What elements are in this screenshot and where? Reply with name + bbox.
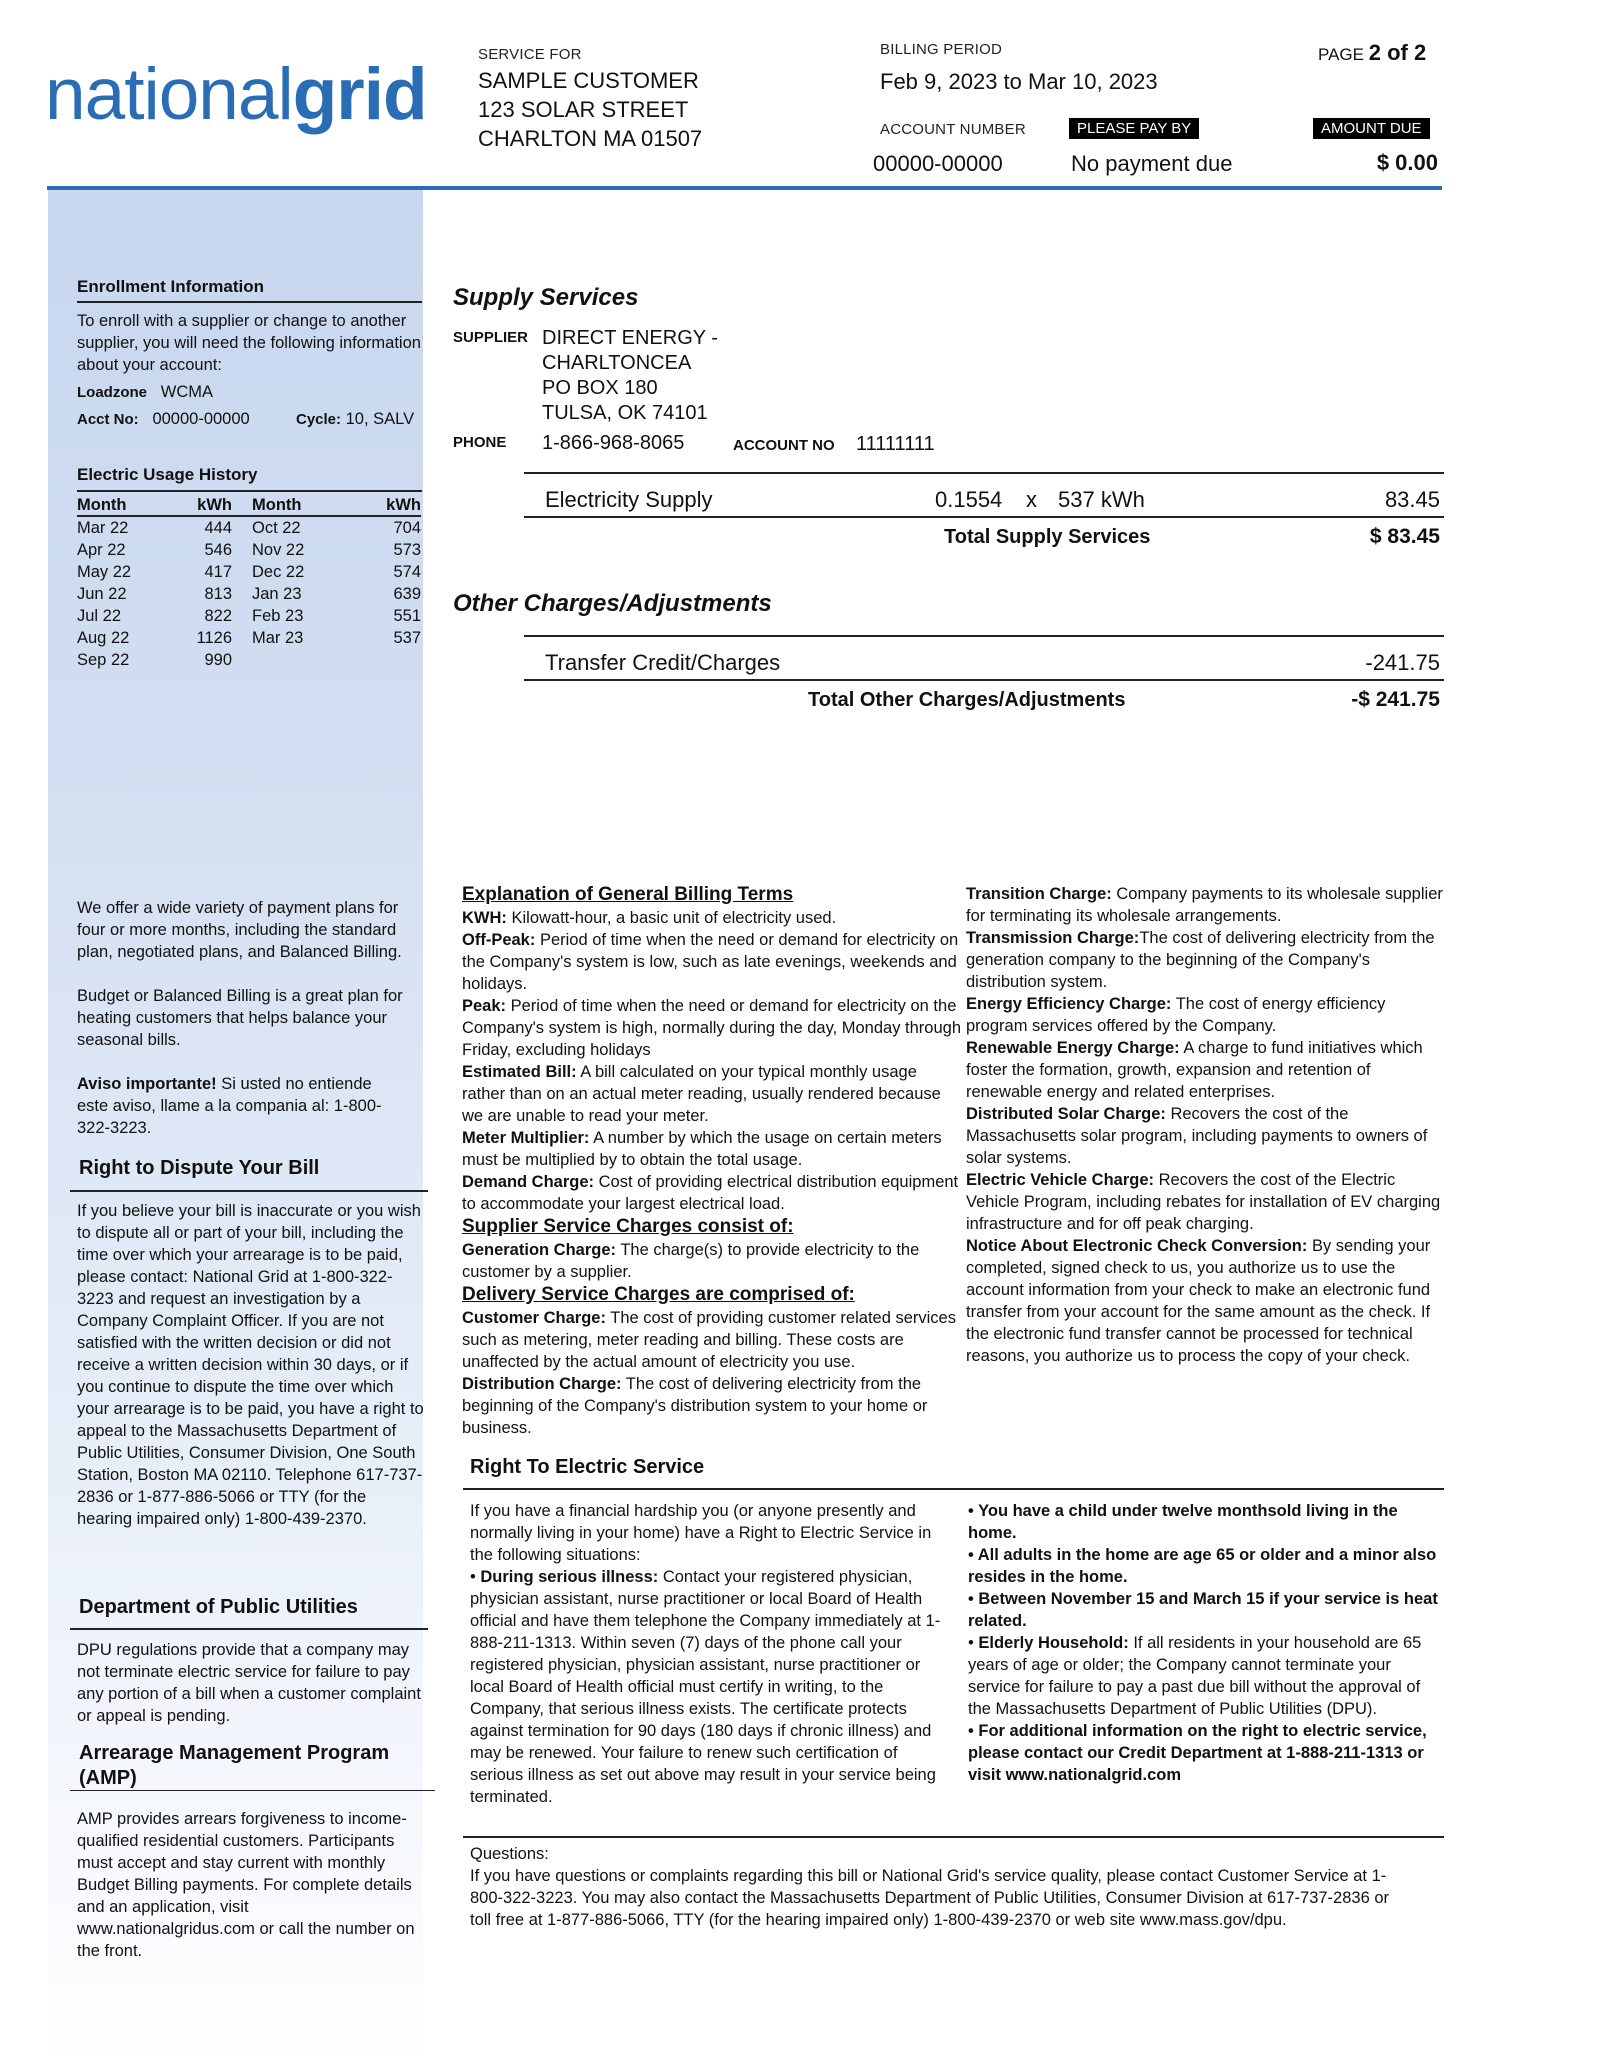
account-number-label: ACCOUNT NUMBER <box>880 121 1026 138</box>
loadzone-label: Loadzone <box>77 384 147 401</box>
usage-kwh: 573 <box>393 541 421 559</box>
aviso-importante <box>77 1073 407 1139</box>
usage-row <box>77 605 421 627</box>
service-for-label: SERVICE FOR <box>478 46 582 63</box>
usage-month: Apr 22 <box>77 541 126 559</box>
logo-text-bold: grid <box>292 54 427 135</box>
supplier-phone: 1-866-968-8065 <box>542 432 685 454</box>
usage-month: Sep 22 <box>77 651 130 669</box>
usage-col-month: Month <box>77 496 127 514</box>
acct-label: Acct No: <box>77 411 139 428</box>
loadzone-value: WCMA <box>160 383 214 401</box>
usage-row <box>77 539 421 561</box>
usage-month: Jul 22 <box>77 607 122 625</box>
delivery-charges-head: Delivery Service Charges are comprised of: <box>462 1284 855 1305</box>
child-item: • You have a child under twelve monthsold living in the home. <box>968 1502 1398 1542</box>
term-kwh: KWH: Kilowatt-hour, a basic unit of electricity used. <box>462 909 837 927</box>
transfer-credit-amount: -241.75 <box>1365 650 1440 675</box>
term-electric-vehicle: Electric Vehicle Charge: Recovers the cost of the Electric Vehicle Program, including rebates for installation of EV charging infrastructure and for off peak charging. <box>966 1171 1441 1233</box>
electricity-supply-rate: 0.1554 <box>935 487 1003 512</box>
total-other-value: -$ 241.75 <box>1351 688 1440 711</box>
usage-kwh: 417 <box>204 563 232 581</box>
usage-kwh: 444 <box>204 519 232 537</box>
dpu-title: Department of Public Utilities <box>79 1596 358 1618</box>
pay-by-tag: PLEASE PAY BY <box>1069 118 1199 139</box>
cycle <box>296 408 414 431</box>
questions-rule <box>463 1836 1444 1838</box>
usage-kwh: 1126 <box>196 629 232 647</box>
pay-by-value: No payment due <box>1071 151 1233 176</box>
term-electronic-check: Notice About Electronic Check Conversion: By sending your completed, signed check to us, you authorize us to use the account information from your check to make an electronic fund transfer from your account for the same amount as the check. If the electronic fund transfer cannot be processed for technical reasons, you authorize us to process the copy of your check. <box>966 1237 1431 1365</box>
usage-row <box>77 627 421 649</box>
usage-kwh: 990 <box>204 651 232 669</box>
phone-label: PHONE <box>453 434 507 451</box>
usage-month: Nov 22 <box>252 541 305 559</box>
cycle-value: 10, SALV <box>345 410 415 428</box>
usage-history-title: Electric Usage History <box>77 465 258 484</box>
usage-kwh: 813 <box>204 585 232 603</box>
usage-title-divider <box>77 490 422 492</box>
questions-section <box>470 1843 1410 1931</box>
usage-kwh <box>331 649 421 671</box>
customer-street: 123 SOLAR STREET <box>478 97 689 122</box>
budget-billing-text: Budget or Balanced Billing is a great plan for heating customers that helps balance your seasonal bills. <box>77 987 403 1049</box>
usage-month: Mar 22 <box>77 519 129 537</box>
other-charges-title: Other Charges/Adjustments <box>453 590 772 617</box>
acct-value: 00000-00000 <box>152 410 250 428</box>
usage-row <box>77 583 421 605</box>
other-mid-rule <box>524 679 1444 681</box>
usage-month: Jun 22 <box>77 585 127 603</box>
usage-kwh: 551 <box>393 607 421 625</box>
term-peak: Peak: Period of time when the need or demand for electricity on the Company's system is high, normally during the day, Monday through Friday, excluding holidays <box>462 997 962 1059</box>
supply-services-title: Supply Services <box>453 284 639 311</box>
enrollment-title: Enrollment Information <box>77 277 264 296</box>
term-transmission-charge: Transmission Charge:The cost of delivering electricity from the generation company to the beginning of the Company's distribution system. <box>966 929 1435 991</box>
page-label: PAGE <box>1318 45 1364 64</box>
national-grid-logo <box>45 54 427 135</box>
usage-col-month: Month <box>252 496 302 514</box>
term-renewable-energy: Renewable Energy Charge: A charge to fund initiatives which foster the formation, growth, expansion and retention of renewable energy and related enterprises. <box>966 1039 1423 1101</box>
supplier-label: SUPPLIER <box>453 329 529 346</box>
supplier-address <box>542 326 718 426</box>
supplier-account-value: 11111111 <box>856 433 935 455</box>
adults-item: • All adults in the home are age 65 or older and a minor also resides in the home. <box>968 1546 1437 1586</box>
usage-month: Jan 23 <box>252 585 302 603</box>
usage-month <box>232 649 331 671</box>
supplier-line: CHARLTONCEA <box>542 352 692 374</box>
acct-no <box>77 408 250 431</box>
total-supply-value: $ 83.45 <box>1369 525 1440 548</box>
enrollment-divider <box>77 301 422 303</box>
page-value: 2 of 2 <box>1368 40 1427 65</box>
additional-info-item: • For additional information on the right to electric service, please contact our Credit Department at 1-888-211-1313 or visit www.nationalgrid.com <box>968 1722 1427 1784</box>
right-to-service-rule <box>463 1488 1444 1490</box>
usage-month: Mar 23 <box>252 629 304 647</box>
usage-kwh: 704 <box>393 519 421 537</box>
payment-plans-text: We offer a wide variety of payment plans for four or more months, including the standard plan, negotiated plans, and Balanced Billing. <box>77 899 402 961</box>
logo-text-light: national <box>45 54 293 135</box>
usage-kwh: 546 <box>204 541 232 559</box>
other-top-rule <box>524 635 1444 637</box>
customer-name: SAMPLE CUSTOMER <box>478 68 699 93</box>
supply-top-rule <box>524 472 1444 474</box>
amount-due-value: $ 0.00 <box>1376 150 1438 175</box>
term-customer-charge: Customer Charge: The cost of providing customer related services such as metering, meter reading and billing. These costs are unaffected by the actual amount of electricity you use. <box>462 1309 956 1371</box>
supply-mid-rule <box>524 516 1444 518</box>
usage-header-row <box>77 494 421 516</box>
heat-item: • Between November 15 and March 15 if your service is heat related. <box>968 1590 1438 1630</box>
usage-month: May 22 <box>77 563 132 581</box>
usage-month: Oct 22 <box>252 519 301 537</box>
supplier-line: PO BOX 180 <box>542 377 658 399</box>
service-address <box>478 66 702 153</box>
total-supply-label: Total Supply Services <box>944 526 1151 548</box>
usage-kwh: 574 <box>393 563 421 581</box>
term-estimated-bill: Estimated Bill: A bill calculated on your typical monthly usage rather than on an actual meter reading, usually rendered because we are unable to read your meter. <box>462 1063 941 1125</box>
usage-col-kwh: kWh <box>197 496 232 514</box>
amp-title: Arrearage Management Program (AMP) <box>79 1742 390 1789</box>
usage-month: Aug 22 <box>77 629 130 647</box>
supplier-charges-head: Supplier Service Charges consist of: <box>462 1216 794 1237</box>
serious-illness-item: • During serious illness: Contact your registered physician, physician assistant, nurse practitioner or local Board of Health official and have them telephone the Company immediately at 1-888-211-1313. Within seven (7) days of the phone call your registered physician, physician assistant, nurse practitioner or local Board of Health official must certify in writing, to the Company, that serious illness exists. The certificate protects against termination for 90 days (180 days if chronic illness) and may be renewed. Your failure to renew such certification of serious illness as set out above may result in your service being terminated. <box>470 1568 941 1806</box>
usage-row <box>77 649 421 671</box>
service-intro: If you have a financial hardship you (or anyone presently and normally living in your home) have a Right to Electric Service in the following situations: <box>470 1502 932 1564</box>
enrollment-text: To enroll with a supplier or change to another supplier, you will need the following information about your account: <box>77 312 421 374</box>
loadzone <box>77 381 213 404</box>
billing-period-label: BILLING PERIOD <box>880 41 1003 58</box>
usage-history-table <box>77 494 421 671</box>
usage-month: Dec 22 <box>252 563 305 581</box>
usage-kwh: 822 <box>204 607 232 625</box>
elderly-item: • Elderly Household: If all residents in your household are 65 years of age or older; the Company cannot terminate your service for failure to pay a past due bill without the approval of the Massachusetts Department of Public Utilities (DPU). <box>968 1634 1422 1718</box>
dpu-divider <box>70 1628 428 1630</box>
dispute-title: Right to Dispute Your Bill <box>79 1157 320 1179</box>
electricity-supply-amount: 83.45 <box>1384 487 1440 512</box>
cycle-label: Cycle: <box>296 411 342 428</box>
glossary-title: Explanation of General Billing Terms <box>462 884 794 905</box>
dispute-divider <box>70 1190 428 1192</box>
page-indicator <box>1318 40 1426 66</box>
supplier-line: TULSA, OK 74101 <box>542 402 708 424</box>
questions-text: If you have questions or complaints regarding this bill or National Grid's service quality, please contact Customer Service at 1-800-322-3223. You may also contact the Massachusetts Department of Public Utilities, Consumer Division at 617-737-2836 or toll free at 1-877-886-5066, TTY (for the hearing impaired only) 1-800-439-2370 or web site www.mass.gov/dpu. <box>470 1867 1389 1929</box>
usage-month: Feb 23 <box>252 607 304 625</box>
glossary-left-column <box>462 883 962 1439</box>
supplier-line: DIRECT ENERGY - <box>542 327 718 349</box>
term-demand-charge: Demand Charge: Cost of providing electrical distribution equipment to accommodate your largest electrical load. <box>462 1173 959 1213</box>
electricity-supply-label: Electricity Supply <box>545 487 713 512</box>
usage-kwh: 537 <box>393 629 421 647</box>
usage-row <box>77 517 421 539</box>
term-energy-efficiency: Energy Efficiency Charge: The cost of energy efficiency program services offered by the Company. <box>966 995 1386 1035</box>
aviso-text: Si usted no entiende este aviso, llame a la compania al: 1-800-322-3223. <box>77 1075 382 1137</box>
electricity-supply-usage: 537 kWh <box>1058 487 1145 512</box>
term-generation-charge: Generation Charge: The charge(s) to provide electricity to the customer by a supplier. <box>462 1241 920 1281</box>
dpu-text: DPU regulations provide that a company may not terminate electric service for failure to pay any portion of a bill when a customer complaint or appeal is pending. <box>77 1641 421 1725</box>
questions-label: Questions: <box>470 1845 549 1863</box>
customer-city: CHARLTON MA 01507 <box>478 126 703 151</box>
usage-row <box>77 561 421 583</box>
amp-divider <box>70 1790 435 1791</box>
term-transition-charge: Transition Charge: Company payments to its wholesale supplier for terminating its wholesale arrangements. <box>966 885 1443 925</box>
usage-col-kwh: kWh <box>386 496 421 514</box>
transfer-credit-label: Transfer Credit/Charges <box>545 650 781 675</box>
right-to-service-left <box>470 1500 950 1808</box>
term-distribution-charge: Distribution Charge: The cost of delivering electricity from the beginning of the Company's distribution system to your home or business. <box>462 1375 928 1437</box>
dispute-text: If you believe your bill is inaccurate or you wish to dispute all or part of your bill, including the time over which your arrearage is to be paid, please contact: National Grid at 1-800-322-3223 and request an investigation by a Company Complaint Officer. If you are not satisfied with the written decision or did not receive a written decision within 30 days, or if you continue to dispute the time over which your arrearage is to be paid, you have a right to appeal to the Massachusetts Department of Public Utilities, Consumer Division, One South Station, Boston MA 02110. Telephone 617-737-2836 or 1-877-886-5066 or TTY (for the hearing impaired only) 1-800-439-2370. <box>77 1202 424 1528</box>
term-meter-multiplier: Meter Multiplier: A number by which the usage on certain meters must be multiplied by to obtain the total usage. <box>462 1129 942 1169</box>
amp-text: AMP provides arrears forgiveness to income-qualified residential customers. Participants must accept and stay current with monthly Budget Billing payments. For complete details and an application, visit www.nationalgridus.com or call the number on the front. <box>77 1810 415 1960</box>
amount-due-tag: AMOUNT DUE <box>1313 118 1430 139</box>
glossary-right-column <box>966 883 1444 1367</box>
billing-period: Feb 9, 2023 to Mar 10, 2023 <box>880 69 1158 94</box>
usage-kwh: 639 <box>393 585 421 603</box>
term-distributed-solar: Distributed Solar Charge: Recovers the cost of the Massachusetts solar program, including payments to owners of solar systems. <box>966 1105 1428 1167</box>
term-offpeak: Off-Peak: Period of time when the need or demand for electricity on the Company's system is low, such as late evenings, weekends and holidays. <box>462 931 959 993</box>
supplier-account-label: ACCOUNT NO <box>733 437 835 454</box>
total-other-label: Total Other Charges/Adjustments <box>808 689 1126 711</box>
electricity-supply-multiply: x <box>1026 487 1037 512</box>
account-number: 00000-00000 <box>873 151 1003 176</box>
right-to-service-right <box>968 1500 1446 1786</box>
aviso-bold: Aviso importante! <box>77 1075 217 1093</box>
right-to-service-title: Right To Electric Service <box>470 1456 705 1478</box>
